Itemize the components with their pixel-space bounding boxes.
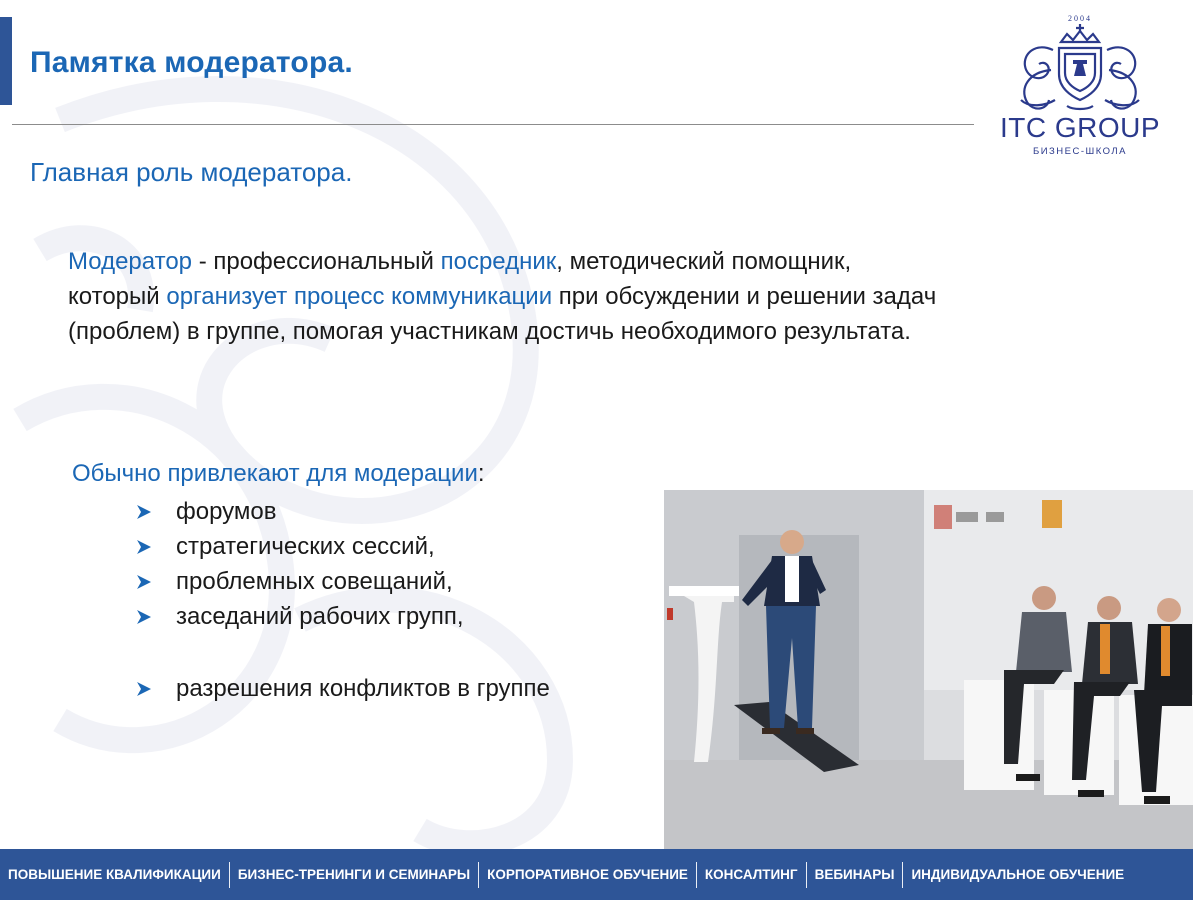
footer-separator bbox=[229, 862, 230, 888]
logo-tagline: БИЗНЕС-ШКОЛА bbox=[1032, 146, 1127, 157]
arrow-bullet-icon bbox=[135, 503, 153, 521]
term-moderator: Модератор bbox=[68, 248, 193, 275]
list-item-label: форумов bbox=[176, 497, 277, 525]
footer-separator bbox=[806, 862, 807, 888]
definition-text: , методический помощник, bbox=[556, 248, 852, 275]
definition-text: при обсуждении и решении задач bbox=[552, 283, 937, 310]
definition-text: (проблем) в группе, помогая участникам достичь необходимого результата. bbox=[68, 318, 911, 345]
list-item-label: стратегических сессий, bbox=[176, 532, 435, 560]
list-item bbox=[135, 494, 550, 529]
logo-year: 2004 bbox=[1068, 14, 1092, 23]
list-item bbox=[135, 599, 550, 634]
term-communication: организует процесс коммуникации bbox=[166, 283, 553, 310]
page-title: Памятка модератора. bbox=[30, 46, 353, 79]
arrow-bullet-icon bbox=[135, 680, 153, 698]
list-heading-colon: : bbox=[477, 460, 485, 487]
moderation-list bbox=[135, 494, 550, 706]
list-item bbox=[135, 529, 550, 564]
footer-bar bbox=[0, 849, 1193, 900]
logo-name: ITC GROUP bbox=[999, 112, 1161, 143]
list-item-label: заседаний рабочих групп, bbox=[176, 602, 464, 630]
list-item bbox=[135, 671, 550, 706]
moderator-photo bbox=[664, 490, 1193, 849]
definition-text: который bbox=[68, 283, 167, 310]
footer-separator bbox=[902, 862, 903, 888]
footer-link-individual[interactable]: ИНДИВИДУАЛЬНОЕ ОБУЧЕНИЕ bbox=[911, 867, 1125, 882]
list-heading-text: Обычно привлекают для модерации bbox=[72, 460, 478, 487]
section-subtitle: Главная роль модератора. bbox=[30, 157, 353, 187]
arrow-bullet-icon bbox=[135, 573, 153, 591]
footer-separator bbox=[478, 862, 479, 888]
list-heading bbox=[72, 460, 485, 488]
list-item-label: разрешения конфликтов в группе bbox=[176, 674, 550, 702]
footer-link-corporate[interactable]: КОРПОРАТИВНОЕ ОБУЧЕНИЕ bbox=[487, 867, 688, 882]
footer-link-consulting[interactable]: КОНСАЛТИНГ bbox=[704, 867, 798, 882]
ornament-watermark bbox=[0, 0, 620, 860]
arrow-bullet-icon bbox=[135, 538, 153, 556]
definition-text: - профессиональный bbox=[192, 248, 441, 275]
definition-paragraph bbox=[68, 244, 1148, 349]
header-accent-bar bbox=[0, 17, 12, 105]
arrow-bullet-icon bbox=[135, 608, 153, 626]
footer-link-trainings[interactable]: БИЗНЕС-ТРЕНИНГИ И СЕМИНАРЫ bbox=[237, 867, 471, 882]
list-item-label: проблемных совещаний, bbox=[176, 567, 453, 595]
footer-link-webinars[interactable]: ВЕБИНАРЫ bbox=[814, 867, 895, 882]
term-mediator: посредник bbox=[440, 248, 557, 275]
footer-separator bbox=[696, 862, 697, 888]
list-item bbox=[135, 564, 550, 599]
header-divider bbox=[12, 124, 974, 125]
footer-link-qualification[interactable]: ПОВЫШЕНИЕ КВАЛИФИКАЦИИ bbox=[8, 867, 221, 882]
